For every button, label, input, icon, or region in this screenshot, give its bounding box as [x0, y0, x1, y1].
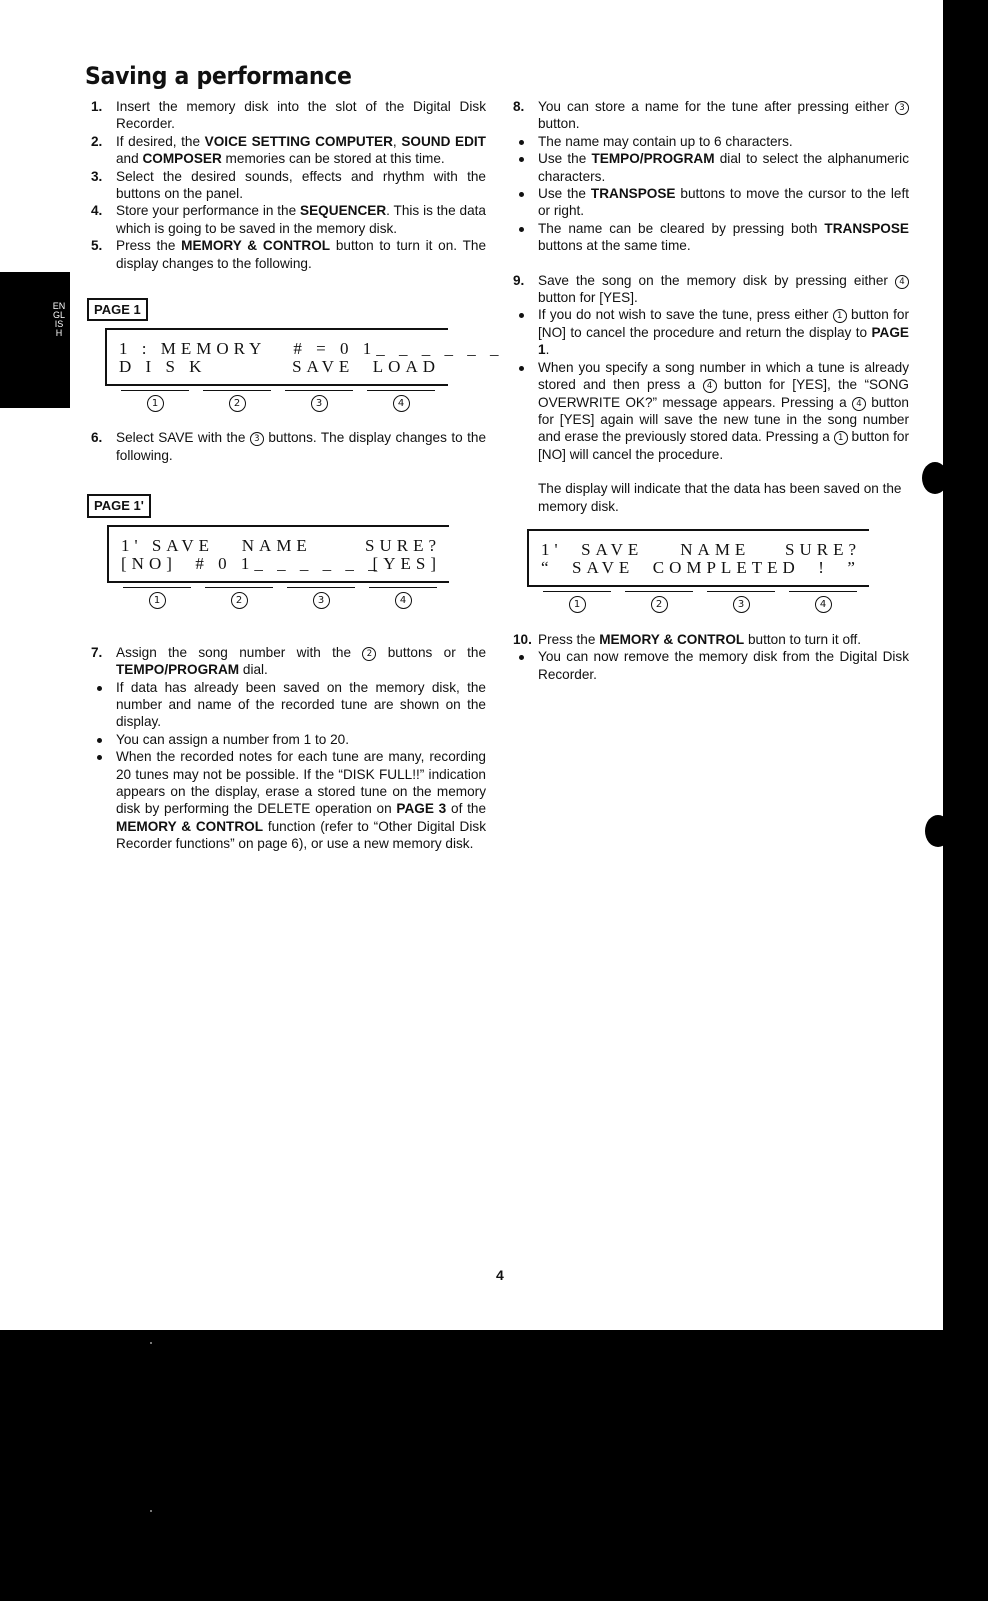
- function-buttons: [543, 591, 909, 621]
- lcd-line2-right: [YES]: [372, 553, 441, 573]
- step-number: 8.: [513, 99, 525, 114]
- left-column: [91, 98, 504, 853]
- language-tab: [0, 272, 70, 408]
- lcd-line1: 1' SAVE NAME: [121, 535, 312, 555]
- step-text: If desired, the VOICE SETTING COMPUTER, SOUND EDIT and COMPOSER memories can be stored at this time.: [116, 133, 486, 167]
- bullet-note: The name can be cleared by pressing both TRANSPOSE buttons at the same time.: [513, 220, 909, 255]
- bullet-note: If you do not wish to save the tune, press either 1 button for [NO] to cancel the procedure and return the display to PAGE 1.: [513, 306, 909, 358]
- step-number: 3.: [91, 168, 103, 184]
- step-text: Press the MEMORY & CONTROL button to turn it on. The display changes to the following.: [116, 238, 487, 271]
- step-6: [91, 429, 486, 464]
- bullet-note: When you specify a song number in which a tune is already stored and then press a 4 button for [YES], the “SONG OVERWRITE OK?” message appears. Pressing a 4 button for [YES] again will save the new tune in the song number and erase the previously stored data. Pressing a 1 button for [NO] will cancel the procedure.: [513, 359, 909, 463]
- button-1[interactable]: 1: [543, 591, 611, 613]
- page-title: Saving a performance: [85, 63, 352, 91]
- steps-1-5: [91, 98, 486, 272]
- step-8: [513, 98, 909, 133]
- lcd-display-page1: [105, 328, 504, 386]
- right-column: [513, 98, 909, 683]
- lcd-line2: [NO] # 0 1_ _ _ _ _ _: [121, 553, 382, 573]
- lcd-line1-right: SURE?: [365, 535, 441, 555]
- step-number: 5.: [91, 238, 103, 254]
- step-number: 1.: [91, 99, 103, 114]
- language-tab-label: ENGLISH: [52, 301, 66, 338]
- step-10: [513, 631, 909, 648]
- lcd-line1: 1 : MEMORY # = 0 1_ _ _ _ _ _: [119, 339, 504, 359]
- button-1[interactable]: 1: [123, 587, 191, 609]
- step-text: You can store a name for the tune after pressing either 3 button.: [538, 99, 909, 131]
- step-number: 2.: [91, 133, 103, 149]
- bullet-note: When the recorded notes for each tune are many, recording 20 tunes may not be possible. If the “DISK FULL!!” indication appears on the display, erase a stored tune on the memory disk by performing the DELETE operation on PAGE 3 of the MEMORY & CONTROL function (refer to “Other Digital Disk Recorder functions” on page 6), or use a new memory disk.: [91, 748, 486, 852]
- step-number: 10.: [513, 631, 532, 647]
- page-number: 4: [496, 1267, 504, 1283]
- step-text: Insert the memory disk into the slot of the Digital Disk Recorder.: [116, 99, 486, 132]
- button-3[interactable]: 3: [707, 591, 775, 613]
- page-label: PAGE 1': [87, 494, 151, 517]
- binder-hole: [922, 462, 943, 494]
- button-3[interactable]: 3: [285, 390, 353, 412]
- step-1: [91, 98, 486, 133]
- lcd-line2-right: SAVE LOAD: [292, 357, 440, 377]
- function-buttons: [123, 587, 486, 617]
- step-text: Select the desired sounds, effects and rhythm with the buttons on the panel.: [116, 168, 486, 202]
- step-number: 4.: [91, 203, 103, 219]
- button-4[interactable]: 4: [367, 390, 435, 412]
- step-8-notes: [513, 133, 909, 255]
- step-7: [91, 644, 486, 679]
- button-3[interactable]: 3: [287, 587, 355, 609]
- step-number: 9.: [513, 272, 525, 288]
- step-number: 7.: [91, 644, 103, 660]
- step-5: [91, 237, 486, 272]
- button-2[interactable]: 2: [625, 591, 693, 613]
- button-4[interactable]: 4: [369, 587, 437, 609]
- step-3: [91, 168, 486, 203]
- binder-hole: [925, 815, 943, 847]
- bullet-note: You can assign a number from 1 to 20.: [91, 731, 486, 748]
- bullet-note: Use the TEMPO/PROGRAM dial to select the alphanumeric characters.: [513, 150, 909, 185]
- step-text: Select SAVE with the 3 buttons. The display changes to the following.: [116, 430, 487, 463]
- button-2[interactable]: 2: [203, 390, 271, 412]
- lcd-line1-right: SURE?: [785, 539, 861, 559]
- page-label: PAGE 1: [87, 298, 148, 321]
- step-4: [91, 202, 486, 237]
- step-text: Store your performance in the SEQUENCER. This is the data which is going to be saved in the memory disk.: [116, 203, 486, 236]
- function-buttons: [121, 390, 486, 420]
- button-2[interactable]: 2: [205, 587, 273, 609]
- lcd-line2: D I S K: [119, 357, 207, 377]
- step-text: Assign the song number with the 2 buttons or the TEMPO/PROGRAM dial.: [116, 644, 487, 678]
- step-7-notes: [91, 679, 486, 853]
- step-number: 6.: [91, 430, 103, 446]
- button-4[interactable]: 4: [789, 591, 857, 613]
- step-text: Save the song on the memory disk by pressing either 4 button for [YES].: [538, 273, 909, 305]
- bullet-note: Use the TRANSPOSE buttons to move the cursor to the left or right.: [513, 185, 909, 220]
- lcd-line2: “ SAVE COMPLETED ! ”: [541, 557, 860, 577]
- button-1[interactable]: 1: [121, 390, 189, 412]
- lcd-line1: 1' SAVE NAME: [541, 539, 751, 559]
- step-9: [513, 272, 909, 307]
- step-10-notes: [513, 648, 909, 683]
- bullet-note: The name may contain up to 6 characters.: [513, 133, 909, 150]
- step-9-notes: [513, 306, 909, 463]
- saved-note: The display will indicate that the data has been saved on the memory disk.: [538, 481, 902, 514]
- bullet-note: You can now remove the memory disk from the Digital Disk Recorder.: [513, 648, 909, 683]
- step-2: [91, 133, 486, 168]
- bullet-note: If data has already been saved on the memory disk, the number and name of the recorded tune are shown on the display.: [91, 679, 486, 731]
- step-text: Press the MEMORY & CONTROL button to turn it off.: [538, 631, 862, 647]
- lcd-display-save-completed: [527, 529, 869, 587]
- lcd-display-page1-prime: [107, 525, 449, 583]
